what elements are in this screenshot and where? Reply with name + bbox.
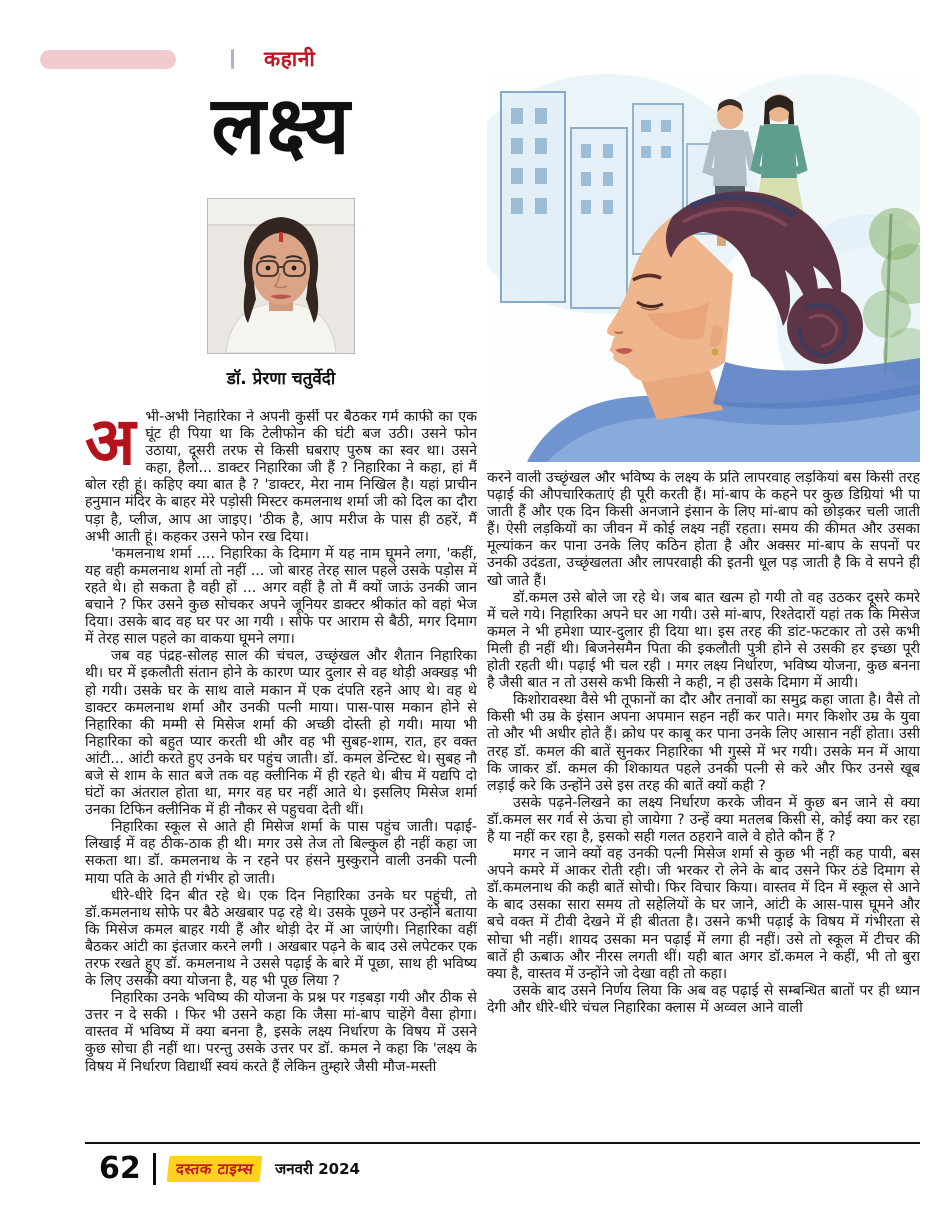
story-paragraph: मगर न जाने क्यों वह उनकी पत्नी मिसेज शर्मा से कुछ भी नहीं कह पायी, बस अपने कमरे में आकर रोती रही। जी भरकर रो लेने के बाद उसने फिर ठंडे दिमाग से डॉ.कमलनाथ की कही बातें सोची। फिर विचार किया। वास्तव में दिन में स्कूल से आने के बाद उसका सारा समय तो सहेलियों के घर जाने, आंटी के आस-पास घूमने और बचे वक्त में टीवी देखने में ही बीतता है। उसने कभी पढ़ाई के विषय में गंभीरता से सोचा भी नहीं। शायद उसका मन पढ़ाई में लगा ही नहीं। उसे तो स्कूल में टीचर की बातें ही ऊबाऊ और नीरस लगती थीं। यही बात अगर डॉ.कमल ने कहीं, भी तो बुरा क्या है, वास्तव में उन्होंने जो देखा वही तो कहा। — [487, 846, 920, 982]
author-photo — [207, 198, 355, 354]
issue-date: जनवरी 2024 — [275, 1159, 360, 1178]
page-footer — [85, 1142, 920, 1186]
left-column — [85, 74, 477, 1134]
story-illustration — [487, 74, 920, 462]
story-paragraph: 'कमलनाथ शर्मा .... निहारिका के दिमाग में यह नाम घूमने लगा, 'कहीं, यह वही कमलनाथ शर्मा तो नहीं ... जो बारह तेरह साल पहले उसके पड़ोस में रहते थे। हो सकता है वही हों ... अगर वहीं है तो मैं क्यों जाऊं उनकी जान बचाने ? फिर उसने कुछ सोचकर अपने जूनियर डाक्टर श्रीकांत को वहां भेज दिया। उसके बाद वह घर पर आ गयी । सोफे पर आराम से बैठी, मगर दिमाग में तेरह साल पहले का वाकया घूमने लगा। — [85, 545, 477, 648]
story-title: लक्ष्य — [211, 79, 351, 172]
author-name: डॉ. प्रेरणा चतुर्वेदी — [226, 369, 336, 389]
watercolor-illustration-image — [487, 74, 920, 462]
story-paragraph: उसके बाद उसने निर्णय लिया कि अब वह पढ़ाई से सम्बन्धित बातों पर ही ध्यान देगी और धीरे-धीरे चंचल निहारिका क्लास में अव्वल आने वाली — [487, 982, 920, 1016]
category-label: कहानी — [264, 47, 316, 71]
story-paragraph: किशोरावस्था वैसे भी तूफानों का दौर और तनावों का समुद्र कहा जाता है। वैसे तो किसी भी उम्र के इंसान अपना अपमान सहन नहीं कर पाते। मगर किशोर उम्र के युवा तो और भी अधीर होते हैं। क्रोध पर काबू कर पाना उनके लिए आसान नहीं होता। उसी तरह डॉ. कमल की बातें सुनकर निहारिका भी गुस्से में भर गयी। उसके मन में आया कि जाकर डॉ. कमल की शिकायत पहले उनकी पत्नी से करे और फिर उनसे खूब लड़ाई करे कि उन्होंने उसे इस तरह की बातें क्यों कही ? — [487, 692, 920, 794]
story-paragraph: धीरे-धीरे दिन बीत रहे थे। एक दिन निहारिका उनके घर पहुंची, तो डॉ.कमलनाथ सोफे पर बैठे अखबार पढ़ रहे थे। उसके पूछने पर उन्होंने बताया कि मिसेज कमल बाहर गयी हैं और थोड़ी देर में आ जाएंगी। निहारिका वहीं बैठकर आंटी का इंतजार करने लगी । अखबार पढ़ने के बाद उसे लपेटकर एक तरफ रखते हुए डॉ. कमलनाथ ने उससे पढ़ाई के बारे में पूछा, साथ ही भविष्य के लिए उसकी क्या योजना है, यह भी पूछ लिया ? — [85, 887, 477, 990]
header-separator — [231, 49, 234, 69]
story-paragraph: डॉ.कमल उसे बोले जा रहे थे। जब बात खत्म हो गयी तो वह उठकर दूसरे कमरे में चले गये। निहारिका अपने घर आ गयी। उसे मां-बाप, रिश्तेदारों यहां तक कि मिसेज कमल ने भी हमेशा प्यार-दुलार ही दिया था। इस तरह की डांट-फटकार तो उसे कभी मिली ही नहीं थी। बिजनेसमैन पिता की इकलौती पुत्री होने से उसकी हर इच्छा पूरी होती रहती थी। पढ़ाई भी चल रही । मगर लक्ष्य निर्धारण, भविष्य योजना, कुछ बनना है जैसी बात न तो उससे कभी किसी ने कही, न ही उसके दिमाग में आयी। — [487, 589, 920, 692]
page-header — [0, 0, 945, 74]
story-paragraph: निहारिका स्कूल से आते ही मिसेज शर्मा के पास पहुंच जाती। पढ़ाई-लिखाई में वह ठीक-ठाक ही थी। मगर उसे तेज तो बिल्कुल ही नहीं कहा जा सकता था। डॉ. कमलनाथ के न रहने पर हंसने मुस्कुराने वाली उनकी पत्नी माया पति के आते ही गंभीर हो जाती। — [85, 819, 477, 887]
dropcap-letter: अ — [85, 409, 136, 480]
story-paragraph — [85, 409, 477, 546]
masthead-pink-bar — [40, 50, 176, 69]
story-paragraph: जब वह पंद्रह-सोलह साल की चंचल, उच्छृंखल और शैतान निहारिका थी। घर में इकलौती संतान होने के कारण प्यार दुलार से वह थोड़ी अक्खड़ भी हो गयी। उसके घर के साथ वाले मकान में एक दंपति रहने आए थे। वह थे डाक्टर कमलनाथ शर्मा और उनकी पत्नी माया। पास-पास मकान होने से निहारिका की मम्मी से मिसेज शर्मा की अच्छी दोस्ती हो गयी। माया भी निहारिका को बहुत प्यार करती थी और वह भी सुबह-शाम, रात, हर वक्त आंटी... आंटी करते हुए उनके घर पहुंच जाती। डॉ. कमल डेन्टिस्ट थे। सुबह नौ बजे से शाम के सात बजे तक वह क्लीनिक में ही रहते थे। बीच में यद्यपि दो घंटों का अंतराल होता था, मगर वह घर नहीं आते थे। इसलिए मिसेज शर्मा उनका टिफिन क्लीनिक में ही नौकर से पहुचवा देती थीं। — [85, 648, 477, 819]
footer-separator — [153, 1153, 156, 1185]
story-paragraph: करने वाली उच्छृंखल और भविष्य के लक्ष्य के प्रति लापरवाह लड़कियां बस किसी तरह पढ़ाई की औपचारिकताएं ही पूरी करती हैं। मां-बाप के कहने पर कुछ डिग्रियां भी पा जाती हैं और एक दिन किसी अनजाने इंसान के लिए मां-बाप को छोड़कर चली जाती हैं। ऐसी लड़कियों का जीवन में कोई लक्ष्य नहीं रहता। समय की कीमत और उसका मूल्यांकन कर पाना उनके लिए कठिन होता है और अक्सर मां-बाप के सपनों पर उनकी उदंडता, उच्छृंखलता और लापरवाही की इतनी धूल पड़ जाती है कि वे सपने ही खो जाते हैं। — [487, 470, 920, 589]
right-column — [487, 74, 920, 1134]
story-paragraph: उसके पढ़ने-लिखने का लक्ष्य निर्धारण करके जीवन में कुछ बन जाने से क्या डॉ.कमल सर गर्व से ऊंचा हो जायेगा ? उन्हें क्या मतलब किसी से, कोई क्या कर रहा है या नहीं कर रहा है, इसको सही गलत ठहराने वाले वे होते कौन हैं ? — [487, 794, 920, 845]
left-column-text — [85, 409, 477, 1125]
paragraph-text: भी-अभी निहारिका ने अपनी कुर्सी पर बैठकर गर्म काफी का एक घूंट ही पिया था कि टेलीफोन की घंटी बज उठी। उसने फोन उठाया, दूसरी तरफ से किसी घबराए पुरुष का स्वर था। उसने कहा, हैलो... डाक्टर निहारिका जी हैं ? निहारिका ने कहा, हां मैं बोल रही हूं। कहिए क्या बात है ? 'डाक्टर, मेरा नाम निखिल है। यहां प्राचीन हनुमान मंदिर के बाहर मेरे पड़ोसी मिस्टर कमलनाथ शर्मा जी को दिल का दौरा पड़ा है, प्लीज, आप आ जाइए। 'ठीक है, आप मरीज के पास ही ठहरें, मैं अभी आती हूं। कहकर उसने फोन रख दिया। — [85, 409, 477, 545]
right-column-text — [487, 470, 920, 1134]
magazine-logo: दस्तक टाइम्स — [166, 1156, 262, 1182]
story-paragraph: निहारिका उनके भविष्य की योजना के प्रश्न पर गड़बड़ा गयी और ठीक से उत्तर न दे सकी । फिर भी उसने कहा कि जैसा मां-बाप चाहेंगे वैसा होगा। वास्तव में भविष्य में क्या बनना है, इसके लक्ष्य निर्धारण के विषय में उसने कुछ सोचा ही नहीं था। परन्तु उसके उत्तर पर डॉ. कमल ने कहा कि 'लक्ष्य के विषय में निर्धारण विद्यार्थी स्वयं करते हैं लेकिन तुम्हारे जैसी मौज-मस्ती — [85, 990, 477, 1075]
author-portrait-image — [208, 199, 354, 353]
content-columns — [0, 74, 945, 1134]
page-number: 62 — [99, 1151, 141, 1186]
